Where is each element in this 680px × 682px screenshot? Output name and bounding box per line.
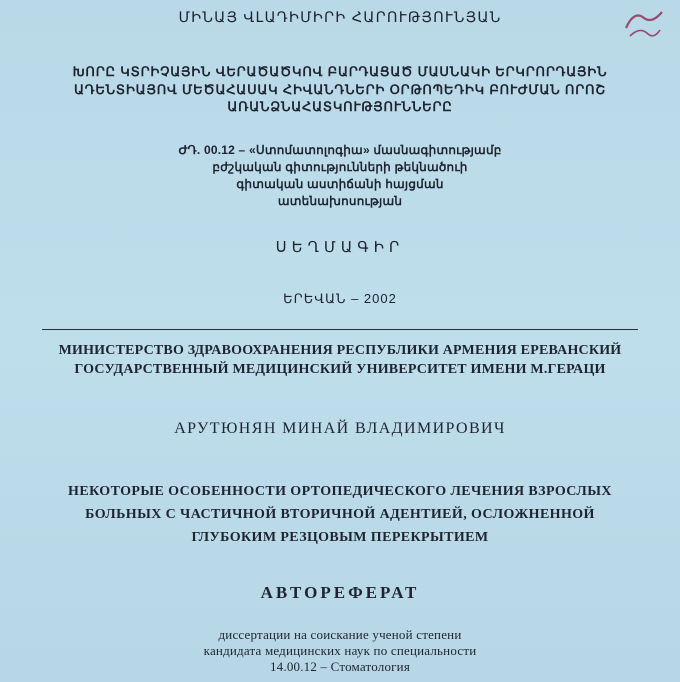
armenian-degree-line-1: ԺԴ. 00.12 – «Ստոմատոլոգիա» մասնագիտությամբ [178, 143, 502, 157]
armenian-title-line-1: ԽՈՐԸ ԿՏՐԻՉԱՅԻՆ ՎԵՐԱԾԱԾԿՈՎ ԲԱՐԴԱՑԱԾ ՄԱՍՆԱԿԻ ԵՐԿՐՈՐԴԱՅԻՆ [72, 64, 608, 79]
armenian-genre: ՍԵՂՄԱԳԻՐ [275, 239, 405, 256]
armenian-author: ՄԻՆԱՅ ՎԼԱԴԻՄԻՐԻ ՀԱՐՈՒԹՅՈՒՆՅԱՆ [178, 10, 502, 26]
armenian-city-year: ԵՐԵՎԱՆ – 2002 [283, 291, 397, 306]
armenian-degree-line-3: գիտական աստիճանի հայցման [236, 177, 444, 191]
russian-genre: АВТОРЕФЕРАТ [260, 583, 420, 602]
armenian-title-line-2: ԱԴԵՆՏԻԱՅՈՎ ՄԵԾԱՀԱՍԱԿ ՀԻՎԱՆԴՆԵՐԻ ՕՐԹՈՊԵԴԻԿ ԲՈՒԺՄԱՆ ՈՐՈՇ [73, 82, 606, 97]
armenian-title-line-3: ԱՌԱՆՁՆԱՀԱՏԿՈՒԹՅՈՒՆՆԵՐԸ [227, 99, 453, 114]
russian-degree-line-3: 14.00.12 – Стоматология [269, 659, 411, 674]
armenian-degree-line-4: ատենախոսության [277, 194, 403, 208]
armenian-degree-line-2: բժշկական գիտությունների թեկնածուի [212, 160, 468, 174]
russian-author: АРУТЮНЯН МИНАЙ ВЛАДИМИРОВИЧ [174, 420, 506, 437]
russian-title-line-1: НЕКОТОРЫЕ ОСОБЕННОСТИ ОРТОПЕДИЧЕСКОГО ЛЕЧЕНИЯ ВЗРОСЛЫХ [68, 484, 612, 499]
russian-degree-line-1: диссертации на соискание ученой степени [218, 627, 462, 642]
russian-title-line-2: БОЛЬНЫХ С ЧАСТИЧНОЙ ВТОРИЧНОЙ АДЕНТИЕЙ, ОСЛОЖНЕННОЙ [85, 507, 595, 522]
russian-title-line-3: ГЛУБОКИМ РЕЗЦОВЫМ ПЕРЕКРЫТИЕМ [191, 530, 489, 545]
russian-ministry-line-2: ГОСУДАРСТВЕННЫЙ МЕДИЦИНСКИЙ УНИВЕРСИТЕТ ИМЕНИ М.ГЕРАЦИ [74, 362, 606, 377]
section-divider [42, 329, 638, 330]
russian-degree-line-2: кандидата медицинских наук по специальности [203, 643, 477, 658]
russian-ministry-line-1: МИНИСТЕРСТВО ЗДРАВООХРАНЕНИЯ РЕСПУБЛИКИ АРМЕНИЯ ЕРЕВАНСКИЙ [58, 343, 622, 358]
